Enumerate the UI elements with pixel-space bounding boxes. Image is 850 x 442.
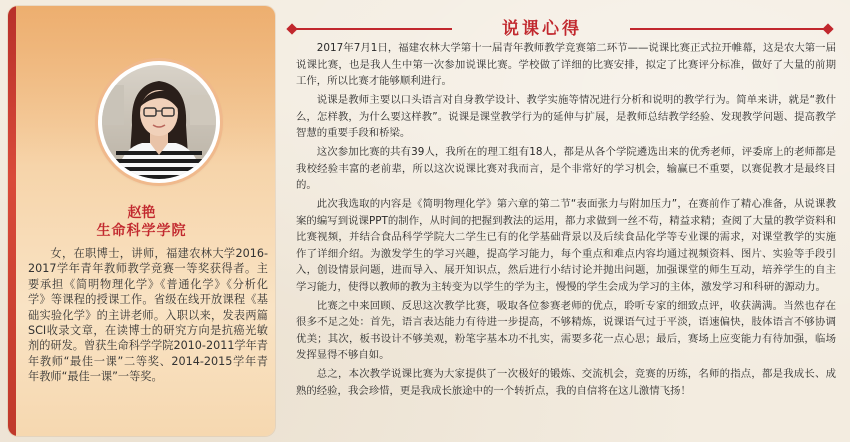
paragraph: 这次参加比赛的共有39人，我所在的理工组有18人，都是从各个学院遴选出来的优秀老师，评委席上的老师都是我校经验丰富的老前辈，所以这次说课比赛对我而言，是个非常好的学习机会，输赢已不重要，以赛促教才是最终目的。 [296,145,836,192]
paragraph: 说课是教师主要以口头语言对自身教学设计、教学实施等情况进行分析和说明的教学行为。简单来讲，就是“教什么，怎样教，为什么要这样教”。说课是课堂教学行为的延伸与扩展，是教师总结教学经验、发现教学问题、提高教学智慧的重要手段和桥梁。 [296,93,836,140]
article-body [296,40,836,402]
profile-card [8,6,275,436]
title-divider-left [290,28,452,30]
teacher-name: 赵艳 [127,205,156,221]
paragraph: 2017年7月1日，福建农林大学第十一届青年教师教学竞赛第二环节——说课比赛正式拉开帷幕，这是农大第一届说课比赛，也是我人生中第一次参加说课比赛。学校做了详细的比赛安排，拟定了比赛评分标准，做好了大量的前期工作，所以比赛才能够顺利进行。 [296,42,836,88]
avatar [102,65,216,179]
paragraph: 总之，本次教学说课比赛为大家提供了一次极好的锻炼、交流机会，竞赛的历练，名师的指点，都是我成长、成熟的经验，我会珍惜，更是我成长旅途中的一个转折点，我的自信将在这儿激情飞扬！ [296,368,836,397]
teacher-bio: 女，在职博士，讲师，福建农林大学2016-2017学年青年教师教学竞赛一等奖获得者。主要承担《简明物理化学》《普通化学》《分析化学》等课程的授课工作。省级在线开放课程《基础实验化学》的主讲老师。入职以来，发表两篇SCI收录文章，在读博士的研究方向是抗癌光敏剂的研发。曾获生命科学学院2010-2011学年青年教师“最佳一课”二等奖、2014-2015学年青年教师“最佳一课”一等奖。 [28,247,268,384]
paragraph: 此次我选取的内容是《简明物理化学》第六章的第二节“表面张力与附加压力”，在赛前作了精心准备，从说课教案的编写到说课PPT的制作，从时间的把握到教法的运用，都力求做到一丝不苟，精益求精；查阅了大量的教学资料和比赛视频，并结合食品科学学院大二学生已有的化学基础背景以及后续食品化学等专业课的需求，对课堂教学的实施作了详细介绍。为激发学生的学习兴趣，提高学习能力，每个重点和难点内容均通过视频资料、图片、实验等手段引入，创设情景问题，进而导入、展开知识点，然后进行小结讨论并抛出问题，加强课堂的师生互动，培养学生的自主学习能力，使得以教师的教为主转变为以学生的学为主，慢慢的学生会成为学习的主体，激发学习和科研的源动力。 [296,197,836,293]
paragraph: 比赛之中来回顾、反思这次教学比赛，吸取各位参赛老师的优点，聆听专家的细致点评，收获满满。当然也存在很多不足之处：首先，语言表达能力有待进一步提高，不够精炼，说课语气过于平淡，语速偏快，肢体语言不够协调优美；其次，板书设计不够美观，粉笔字基本功不扎实，需要多花一点心思；最后，赛场上应变能力有待加强，临场发挥显得不够自如。 [296,299,836,362]
avatar-frame [98,61,220,183]
school-name: 生命科学学院 [96,223,187,239]
article-title-bar [290,12,840,38]
article-title: 说课心得 [502,19,582,39]
title-divider-right [630,28,830,30]
portrait-photo [102,65,216,179]
